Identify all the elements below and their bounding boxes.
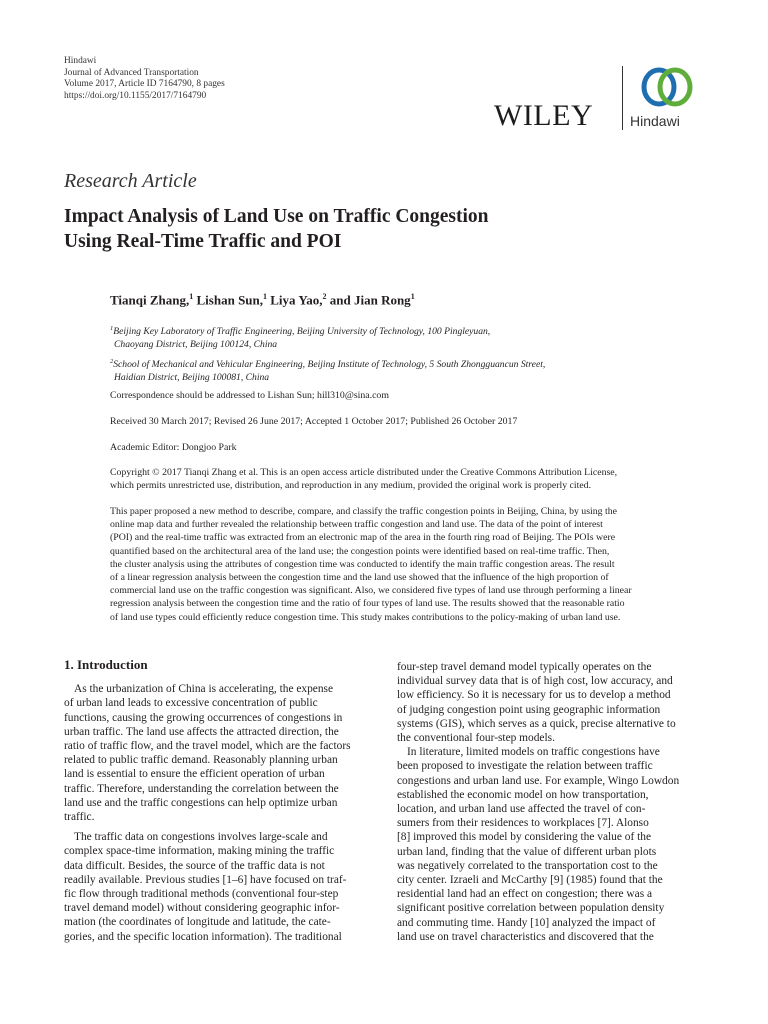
abstract-line: quantified based on the architectural area of the land use; the congestion points were identified based on real-time traffic. Then, — [110, 545, 610, 557]
paragraph-line: travel demand model) without considering geographic infor- — [64, 902, 340, 915]
affiliation-mark: 2 — [110, 358, 114, 366]
abstract-line: commercial land use on the traffic congestion was significant. Also, we considered five types of land use through performing a linear — [110, 585, 632, 597]
wiley-logo: WILEY — [494, 99, 594, 132]
abstract-line: regression analysis between the congestion time and the ratio of four types of land use. The results showed that the reasonable ratio — [110, 598, 625, 610]
paragraph-line: established the economic model on how transportation, — [397, 788, 649, 801]
affiliation-text: School of Mechanical and Vehicular Engineering, Beijing Institute of Technology, 5 South Zhongguancun Street, — [113, 359, 546, 371]
paragraph-line: systems (GIS), which serves as a quick, precise alternative to — [397, 717, 676, 730]
paragraph-line: traffic. — [64, 811, 95, 824]
publisher-logos — [488, 60, 718, 132]
paragraph-line: As the urbanization of China is accelerating, the expense — [74, 683, 334, 696]
paragraph-line: congestions and urban land use. For example, Wingo Lowdon — [397, 774, 680, 787]
author-name: Liya Yao, — [270, 292, 323, 308]
paragraph-line: significant positive correlation between population density — [397, 902, 665, 915]
affiliation — [110, 355, 710, 384]
paragraph-line: city center. Izraeli and McCarthy [9] (1985) found that the — [397, 874, 663, 887]
paragraph-line: land is essential to ensure the efficient operation of urban — [64, 768, 325, 781]
abstract-line: the cluster analysis using the attributes of congestion time was conducted to identify the main traffic congestion areas. The result — [110, 558, 615, 570]
author-affiliation-mark: 2 — [322, 292, 327, 301]
paragraph-line: low efficiency. So it is necessary for us to develop a method — [397, 689, 671, 702]
paragraph-line: complex space-time information, making mining the traffic — [64, 845, 335, 858]
article-type: Research Article — [64, 170, 197, 192]
affiliation-text: Beijing Key Laboratory of Traffic Engineering, Beijing University of Technology, 100 Pingleyuan, — [113, 326, 491, 338]
paragraph-line: of urban land leads to excessive concentration of public — [64, 697, 318, 710]
abstract-line: online map data and further revealed the relationship between traffic congestion and land use. The data of the point of interest — [110, 519, 603, 531]
volume-info: Volume 2017, Article ID 7164790, 8 pages — [64, 79, 225, 90]
affiliation — [110, 322, 710, 351]
paragraph-line: residential land had an effect on congestion; there was a — [397, 888, 653, 901]
paragraph-line: ratio of traffic flow, and the travel model, which are the factors — [64, 740, 351, 753]
paragraph-line: [8] improved this model by considering the value of the — [397, 831, 652, 844]
author-affiliation-mark: 1 — [189, 292, 194, 301]
hindawi-rings-icon — [640, 66, 694, 108]
affiliation-mark: 1 — [110, 325, 114, 332]
journal-name: Journal of Advanced Transportation — [64, 67, 199, 78]
abstract-line: This paper proposed a new method to describe, compare, and classify the traffic congestion points in Beijing, China, by using the — [110, 506, 617, 517]
publisher-name: Hindawi — [64, 56, 97, 66]
author-affiliation-mark: 1 — [410, 292, 415, 301]
paragraph-line: of judging congestion point using geographic information — [397, 703, 661, 716]
paragraph-line: fic flow through traditional methods (conventional four-step — [64, 888, 339, 901]
paragraph-line: land use and the traffic congestions can help optimize urban — [64, 796, 338, 809]
abstract-line: (POI) and the real-time traffic was extracted from an electronic map of the area in the fourth ring road of Beijing. The POIs were — [110, 532, 616, 544]
affiliation-text: Chaoyang District, Beijing 100124, China — [114, 339, 278, 351]
hindawi-logo: Hindawi — [630, 113, 680, 129]
paragraph-line: land use on travel characteristics and discovered that the — [397, 930, 654, 943]
body-right-column — [397, 660, 703, 944]
author-list — [110, 292, 415, 308]
paragraph-line: urban land, finding that the value of different urban plots — [397, 845, 657, 858]
paragraph-line: sumers from their residences to workplaces [7]. Alonso — [397, 817, 649, 830]
article-dates: Received 30 March 2017; Revised 26 June 2017; Accepted 1 October 2017; Published 26 October 2017 — [110, 416, 518, 427]
paragraph-line: readily available. Previous studies [1–6] have focused on traf- — [64, 873, 347, 886]
affiliations — [110, 322, 710, 388]
paragraph-line: functions, causing the growing occurrences of congestions in — [64, 711, 343, 724]
paragraph-line: data difficult. Besides, the source of the traffic data is not — [64, 859, 325, 872]
author-name: Tianqi Zhang, — [110, 292, 190, 308]
article-title — [64, 204, 704, 254]
abstract-line: of land use types could efficiently reduce congestion time. This study makes contributions to the policy-making of urban land use. — [110, 611, 621, 623]
title-line: Impact Analysis of Land Use on Traffic Congestion — [64, 206, 489, 227]
title-line: Using Real-Time Traffic and POI — [64, 231, 342, 252]
correspondence: Correspondence should be addressed to Lishan Sun; hill310@sina.com — [110, 390, 389, 401]
paragraph-line: The traffic data on congestions involves large-scale and — [74, 831, 328, 844]
abstract — [110, 505, 710, 624]
copyright-line: Copyright © 2017 Tianqi Zhang et al. This is an open access article distributed under the Creative Commons Attribution License, — [110, 467, 618, 478]
paragraph-line: location, and urban land use affected the travel of con- — [397, 803, 646, 816]
copyright-line: which permits unrestricted use, distribution, and reproduction in any medium, provided the original work is properly cited. — [110, 480, 592, 492]
paragraph-line: was negatively correlated to the transportation cost to the — [397, 859, 658, 872]
paragraph-line: individual survey data that is of high cost, low accuracy, and — [397, 675, 673, 688]
paragraph-line: the conventional four-step models. — [397, 732, 555, 745]
paragraph-line: related to public traffic demand. Reasonably planning urban — [64, 754, 338, 767]
paragraph-line: and commuting time. Handy [10] analyzed the impact of — [397, 916, 656, 929]
paragraph-line: four-step travel demand model typically operates on the — [397, 661, 652, 673]
abstract-line: of a linear regression analysis between the congestion time and the land use showed that the influence of the high proportion of — [110, 572, 609, 584]
body-left-column — [64, 656, 370, 944]
author-name: Lishan Sun, — [196, 292, 264, 308]
paragraph-line: In literature, limited models on traffic congestions have — [407, 746, 660, 759]
section-heading: 1. Introduction — [64, 657, 148, 672]
logo-divider — [622, 66, 623, 130]
paragraph-line: gories, and the specific location information). The traditional — [64, 930, 342, 943]
paragraph-line: traffic. Therefore, understanding the correlation between the — [64, 782, 339, 795]
journal-info — [64, 56, 225, 102]
copyright-notice — [110, 466, 710, 492]
affiliation-text: Haidian District, Beijing 100081, China — [114, 372, 270, 384]
paragraph-line: been proposed to investigate the relation between traffic — [397, 760, 653, 773]
author-name: and Jian Rong — [329, 292, 411, 308]
paragraph-line: urban traffic. The land use affects the attracted direction, the — [64, 725, 339, 738]
academic-editor: Academic Editor: Dongjoo Park — [110, 442, 237, 453]
doi-link[interactable]: https://doi.org/10.1155/2017/7164790 — [64, 90, 207, 101]
author-affiliation-mark: 1 — [263, 292, 268, 301]
paragraph-line: mation (the coordinates of longitude and latitude, the cate- — [64, 916, 331, 929]
